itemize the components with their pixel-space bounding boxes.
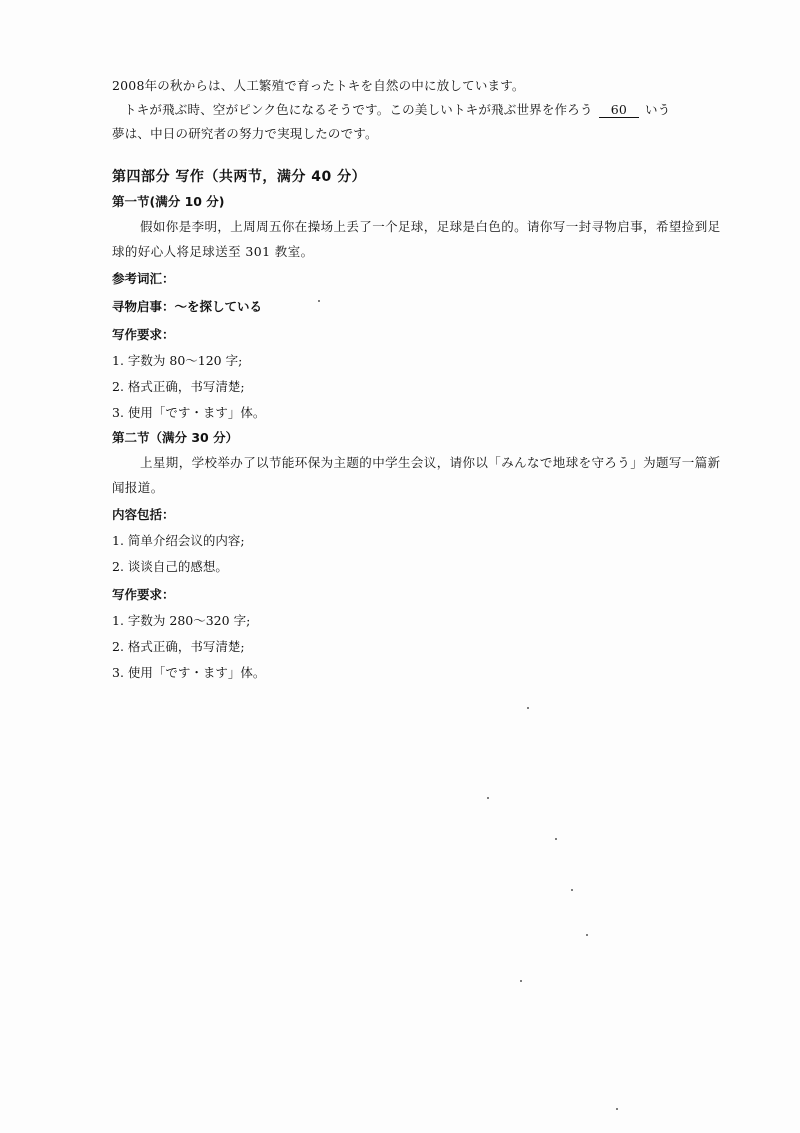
section1-requirements-label: 写作要求： xyxy=(112,327,175,342)
section2-requirement: 3. 使用「です・ます」体。 xyxy=(112,665,266,680)
section2-title: 第二节（满分 30 分） xyxy=(112,430,239,445)
section1-title: 第一节(满分 10 分) xyxy=(112,194,225,209)
page-content xyxy=(112,74,722,686)
passage-line-2-text: トキが飛ぶ時、空がピンク色になるそうです。この美しいトキが飛ぶ世界を作ろう xyxy=(124,102,593,117)
section2-requirements-label: 写作要求： xyxy=(112,587,175,602)
vocab-label: 参考词汇： xyxy=(112,271,175,286)
scan-speck xyxy=(520,980,522,982)
passage-line-3: 夢は、中日の研究者の努力で実現したのです。 xyxy=(112,126,378,141)
section1-requirement: 1. 字数为 80～120 字; xyxy=(112,353,243,368)
scan-speck xyxy=(487,797,489,799)
section1-prompt: 假如你是李明，上周周五你在操场上丢了一个足球，足球是白色的。请你写一封寻物启事，希望捡到足球的好心人将足球送至 301 教室。 xyxy=(112,219,721,259)
vocab-item: 寻物启事：～を探している xyxy=(112,299,263,314)
section2-prompt: 上星期，学校举办了以节能环保为主题的中学生会议，请你以「みんなで地球を守ろう」为题写一篇新闻报道。 xyxy=(112,455,721,495)
scan-speck xyxy=(571,889,573,891)
section1-requirement: 3. 使用「です・ます」体。 xyxy=(112,405,266,420)
fill-in-blank-60: 60 xyxy=(599,103,639,118)
scan-speck xyxy=(318,300,320,302)
passage-line-1: 2008年の秋からは、人工繁殖で育ったトキを自然の中に放しています。 xyxy=(112,78,525,93)
scan-speck xyxy=(616,1108,618,1110)
part4-title: 第四部分 写作（共两节，满分 40 分） xyxy=(112,169,367,185)
passage-line-2-tail: いう xyxy=(645,102,671,117)
scan-speck xyxy=(586,934,588,936)
section1-requirement: 2. 格式正确，书写清楚; xyxy=(112,379,245,394)
content-label: 内容包括： xyxy=(112,507,175,522)
content-item: 1. 简单介绍会议的内容; xyxy=(112,533,245,548)
section2-requirement: 2. 格式正确，书写清楚; xyxy=(112,639,245,654)
passage-line-2 xyxy=(112,98,722,122)
content-item: 2. 谈谈自己的感想。 xyxy=(112,559,228,574)
scan-speck xyxy=(555,838,557,840)
scan-speck xyxy=(527,707,529,709)
section2-requirement: 1. 字数为 280～320 字; xyxy=(112,613,251,628)
